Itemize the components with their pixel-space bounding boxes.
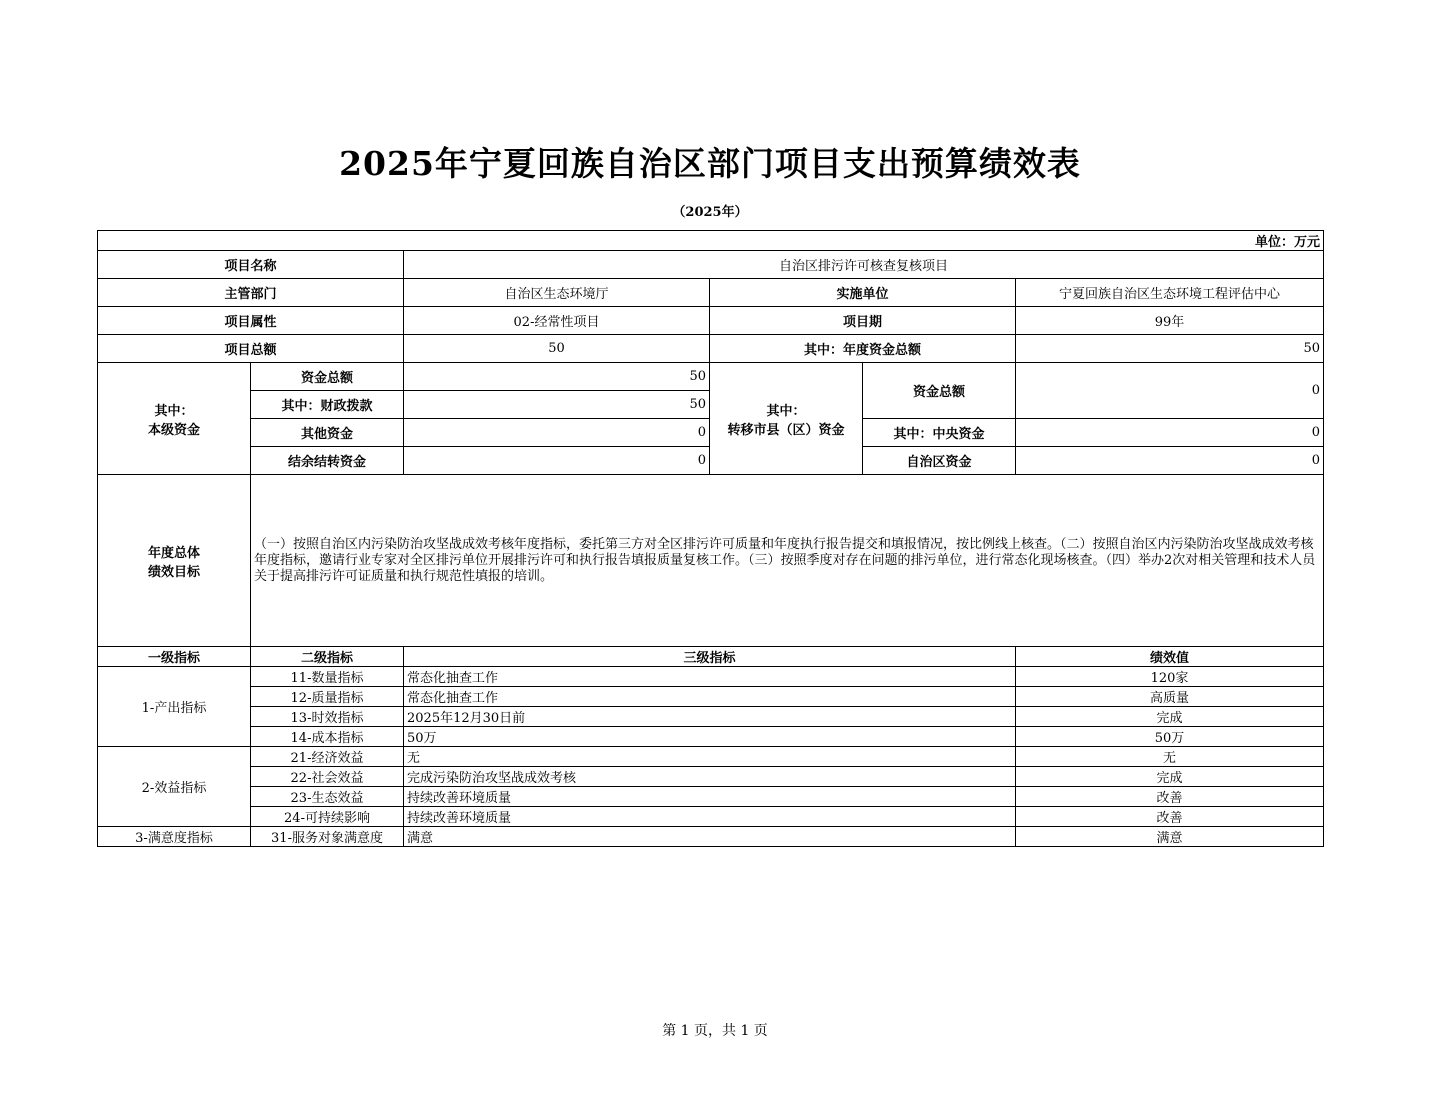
local-fiscal-label: 其中：财政拨款 [251, 391, 404, 419]
value-cell: 完成 [1016, 767, 1324, 787]
table-row [98, 787, 1324, 807]
page-subtitle: （2025年） [672, 205, 748, 220]
value-cell: 120家 [1016, 667, 1324, 687]
level2-cell: 11-数量指标 [251, 667, 404, 687]
local-fiscal-value: 50 [404, 391, 710, 419]
budget-table [97, 230, 1324, 847]
annual-total-label: 其中：年度资金总额 [710, 335, 1016, 363]
value-cell: 改善 [1016, 787, 1324, 807]
local-total-value: 50 [404, 363, 710, 391]
local-other-label: 其他资金 [251, 419, 404, 447]
level3-cell: 无 [404, 747, 1016, 767]
value-cell: 50万 [1016, 727, 1324, 747]
table-row [98, 827, 1324, 847]
table-row [98, 727, 1324, 747]
level3-cell: 持续改善环境质量 [404, 807, 1016, 827]
indicator-header-row [98, 647, 1324, 667]
group-benefit: 2-效益指标 [98, 747, 251, 827]
level2-cell: 12-质量指标 [251, 687, 404, 707]
attr-value: 02-经常性项目 [404, 307, 710, 335]
level2-cell: 31-服务对象满意度 [251, 827, 404, 847]
transfer-funds-group [710, 363, 863, 475]
period-label: 项目期 [710, 307, 1016, 335]
page-footer: 第 1 页，共 1 页 [662, 1023, 768, 1039]
page-title: 2025年宁夏回族自治区部门项目支出预算绩效表 [339, 144, 1081, 183]
table-row [98, 807, 1324, 827]
level2-cell: 23-生态效益 [251, 787, 404, 807]
total-value: 50 [404, 335, 710, 363]
goal-label-1: 年度总体 [147, 545, 200, 561]
group-output: 1-产出指标 [98, 667, 251, 747]
transfer-region-label: 自治区资金 [863, 447, 1016, 475]
local-other-value: 0 [404, 419, 710, 447]
goal-label-2: 绩效目标 [147, 564, 200, 580]
level3-cell: 满意 [404, 827, 1016, 847]
group-satisfaction: 3-满意度指标 [98, 827, 251, 847]
local-funds-group-label-2: 本级资金 [147, 422, 200, 438]
level3-cell: 50万 [404, 727, 1016, 747]
level3-cell: 持续改善环境质量 [404, 787, 1016, 807]
table-row [98, 767, 1324, 787]
table-row [98, 707, 1324, 727]
value-cell: 完成 [1016, 707, 1324, 727]
value-cell: 改善 [1016, 807, 1324, 827]
value-cell: 高质量 [1016, 687, 1324, 707]
dept-value: 自治区生态环境厅 [404, 279, 710, 307]
impl-value: 宁夏回族自治区生态环境工程评估中心 [1016, 279, 1324, 307]
project-name: 自治区排污许可核查复核项目 [404, 251, 1324, 279]
transfer-central-value: 0 [1016, 419, 1324, 447]
local-carryover-label: 结余结转资金 [251, 447, 404, 475]
value-cell: 无 [1016, 747, 1324, 767]
level3-cell: 常态化抽查工作 [404, 687, 1016, 707]
attr-label: 项目属性 [98, 307, 404, 335]
value-cell: 满意 [1016, 827, 1324, 847]
level2-cell: 24-可持续影响 [251, 807, 404, 827]
total-label: 项目总额 [98, 335, 404, 363]
header-level3: 三级指标 [404, 647, 1016, 667]
transfer-total-label: 资金总额 [863, 363, 1016, 419]
transfer-region-value: 0 [1016, 447, 1324, 475]
local-total-label: 资金总额 [251, 363, 404, 391]
table-row [98, 687, 1324, 707]
table-row [98, 747, 1324, 767]
level3-cell: 完成污染防治攻坚战成效考核 [404, 767, 1016, 787]
goal-text: （一）按照自治区内污染防治攻坚战成效考核年度指标，委托第三方对全区排污许可质量和年度执行报告提交和填报情况，按比例线上核查。（二）按照自治区内污染防治攻坚战成效考核年度指标，邀请行业专家对全区排污单位开展排污许可和执行报告填报质量复核工作。（三）按照季度对存在问题的排污单位，进行常态化现场核查。（四）举办2次对相关管理和技术人员关于提高排污许可证质量和执行规范性填报的培训。 [251, 475, 1324, 647]
local-funds-group [98, 363, 251, 475]
local-funds-group-label-1: 其中： [154, 403, 194, 419]
header-level1: 一级指标 [98, 647, 251, 667]
table-row [98, 667, 1324, 687]
header-value: 绩效值 [1016, 647, 1324, 667]
transfer-total-value: 0 [1016, 363, 1324, 419]
impl-label: 实施单位 [710, 279, 1016, 307]
project-name-label: 项目名称 [98, 251, 404, 279]
dept-label: 主管部门 [98, 279, 404, 307]
level2-cell: 21-经济效益 [251, 747, 404, 767]
level2-cell: 13-时效指标 [251, 707, 404, 727]
level2-cell: 14-成本指标 [251, 727, 404, 747]
goal-label [98, 475, 251, 647]
period-value: 99年 [1016, 307, 1324, 335]
header-level2: 二级指标 [251, 647, 404, 667]
level3-cell: 2025年12月30日前 [404, 707, 1016, 727]
level2-cell: 22-社会效益 [251, 767, 404, 787]
annual-total-value: 50 [1016, 335, 1324, 363]
local-carryover-value: 0 [404, 447, 710, 475]
transfer-funds-group-label-1: 其中： [766, 403, 806, 419]
transfer-funds-group-label-2: 转移市县（区）资金 [727, 422, 845, 438]
transfer-central-label: 其中：中央资金 [863, 419, 1016, 447]
unit-label: 单位：万元 [98, 231, 1324, 251]
level3-cell: 常态化抽查工作 [404, 667, 1016, 687]
